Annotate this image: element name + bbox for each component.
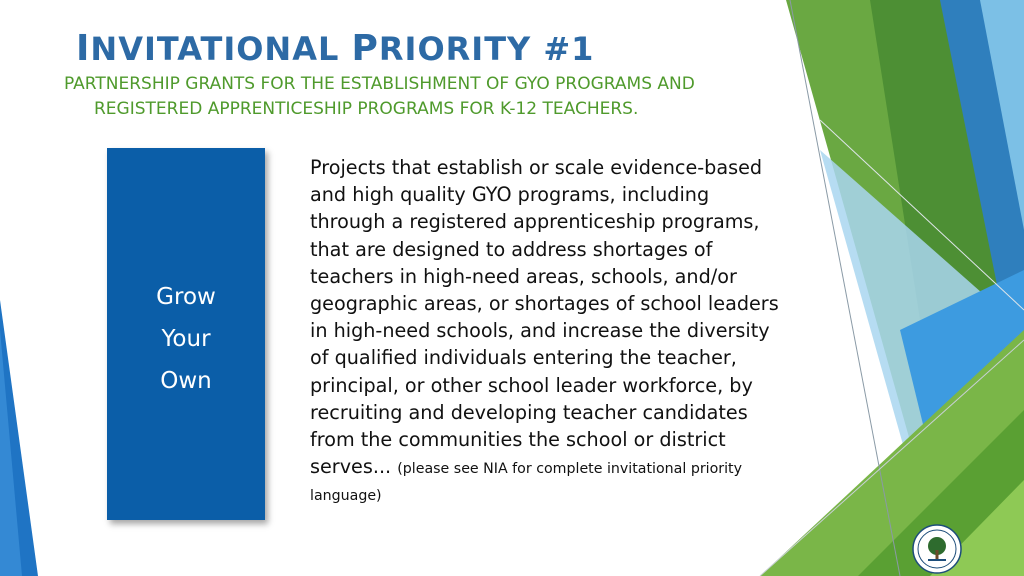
card-line-your: Your <box>161 326 211 352</box>
grow-your-own-card <box>107 148 265 520</box>
slide-subtitle <box>64 72 784 122</box>
priority-note: (please see NIA for complete invitational priority language) <box>310 461 743 505</box>
card-line-own: Own <box>160 368 212 394</box>
card-label <box>107 276 265 402</box>
department-seal-icon <box>912 524 962 574</box>
priority-description <box>310 154 780 508</box>
subtitle-line-2: REGISTERED APPRENTICESHIP PROGRAMS FOR K-12 TEACHERS. <box>94 99 639 119</box>
slide-title: INVITATIONAL PRIORITY #1 <box>76 28 595 69</box>
priority-description-text: Projects that establish or scale evidence-based and high quality GYO programs, including through a registered apprenticeship programs, that are designed to address shortages of teachers in high-need areas, schools, and/or geographic areas, or shortages of school leaders in high-need schools, and increase the diversity of qualified individuals entering the teacher, principal, or other school leader workforce, by recruiting and developing teacher candidates from the communities the school or district serves... <box>310 156 779 479</box>
subtitle-line-1: PARTNERSHIP GRANTS FOR THE ESTABLISHMENT OF GYO PROGRAMS AND <box>64 74 695 94</box>
card-line-grow: Grow <box>156 284 216 310</box>
